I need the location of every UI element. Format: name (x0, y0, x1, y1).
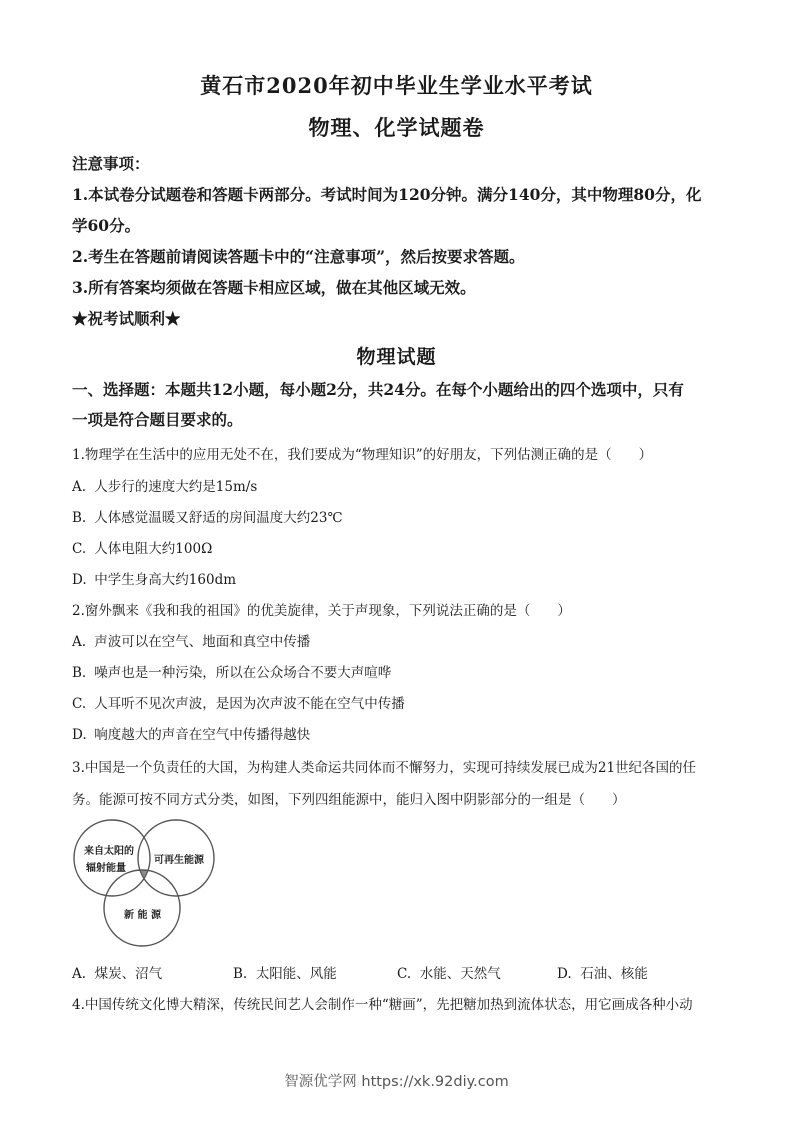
question-2-option-c (72, 692, 405, 712)
question-1-option-d (72, 568, 236, 588)
option-text: 人耳听不见次声波，是因为次声波不能在空气中传播 (94, 696, 405, 712)
option-text: 石油、核能 (580, 966, 648, 982)
question-3-option-c (397, 962, 501, 982)
exam-title: 黄石市2020年初中毕业生学业水平考试 (200, 73, 593, 98)
option-text: 响度越大的声音在空气中传播得越快 (94, 727, 311, 743)
energy-venn-diagram (72, 818, 222, 948)
option-letter: C. (72, 541, 87, 557)
question-3-stem: 3.中国是一个负责任的大国，为构建人类命运共同体而不懈努力，实现可持续发展已成为21世纪各国的任 (72, 760, 697, 776)
question-3-option-d (557, 962, 648, 982)
question-3-option-b (233, 962, 337, 982)
question-4-stem: 4.中国传统文化博大精深，传统民间艺人会制作一种“糖画”，先把糖加热到流体状态，用它画成各种小动 (72, 997, 693, 1013)
question-3-option-a (72, 962, 162, 982)
option-text: 太阳能、风能 (255, 966, 337, 982)
question-1-stem: 1.物理学在生活中的应用无处不在，我们要成为“物理知识”的好朋友，下列估测正确的是（ ） (72, 447, 653, 463)
question-1-option-a (72, 475, 257, 495)
option-letter: D. (72, 727, 87, 743)
question-2-option-d (72, 723, 310, 743)
option-text: 人步行的速度大约是15m/s (94, 479, 258, 495)
question-3-stem-cont: 务。能源可按不同方式分类，如图，下列四组能源中，能归入图中阴影部分的一组是（ ） (72, 792, 626, 808)
notice-heading: 注意事项： (72, 154, 150, 173)
venn-label-sun-cont: 辐射能量 (86, 863, 126, 874)
option-letter: C. (397, 966, 412, 982)
notice-item-1: 1.本试卷分试题卷和答题卡两部分。考试时间为120分钟。满分140分，其中物理80分，化 (72, 185, 702, 204)
option-text: 人体电阻大约100Ω (94, 541, 213, 557)
option-letter: B. (72, 665, 87, 681)
option-letter: A. (72, 479, 87, 495)
section-intro: 一、选择题：本题共12小题，每小题2分，共24分。在每个小题给出的四个选项中，只有 (72, 380, 684, 399)
option-letter: A. (72, 966, 87, 982)
option-letter: D. (557, 966, 572, 982)
footer-watermark: 智源优学网 https://xk.92diy.com (284, 1074, 509, 1090)
option-text: 噪声也是一种污染，所以在公众场合不要大声喧哗 (94, 665, 392, 681)
question-2-stem: 2.窗外飘来《我和我的祖国》的优美旋律，关于声现象，下列说法正确的是（ ） (72, 603, 571, 619)
option-text: 中学生身高大约160dm (94, 572, 237, 588)
venn-label-new: 新 能 源 (124, 910, 161, 921)
question-2-option-b (72, 661, 391, 681)
question-1-option-b (72, 506, 343, 526)
venn-label-sun: 来自太阳的 (84, 846, 134, 857)
option-letter: B. (233, 966, 248, 982)
option-text: 水能、天然气 (419, 966, 501, 982)
question-1-option-c (72, 537, 212, 557)
option-text: 煤炭、沼气 (94, 966, 163, 982)
option-letter: D. (72, 572, 87, 588)
venn-label-renewable: 可再生能源 (154, 855, 204, 866)
notice-item-3: 3.所有答案均须做在答题卡相应区域，做在其他区域无效。 (72, 278, 476, 297)
option-letter: C. (72, 696, 87, 712)
option-text: 人体感觉温暖又舒适的房间温度大约23℃ (94, 510, 343, 526)
section-intro-cont: 一项是符合题目要求的。 (72, 410, 243, 429)
option-text: 声波可以在空气、地面和真空中传播 (94, 634, 311, 650)
option-letter: A. (72, 634, 87, 650)
notice-wish: ★祝考试顺利★ (72, 309, 181, 328)
exam-subtitle: 物理、化学试题卷 (308, 115, 485, 140)
question-2-option-a (72, 630, 310, 650)
notice-item-1-cont: 学60分。 (72, 216, 141, 235)
notice-item-2: 2.考生在答题前请阅读答题卡中的“注意事项”，然后按要求答题。 (72, 247, 525, 266)
option-letter: B. (72, 510, 87, 526)
section-title: 物理试题 (356, 346, 437, 368)
